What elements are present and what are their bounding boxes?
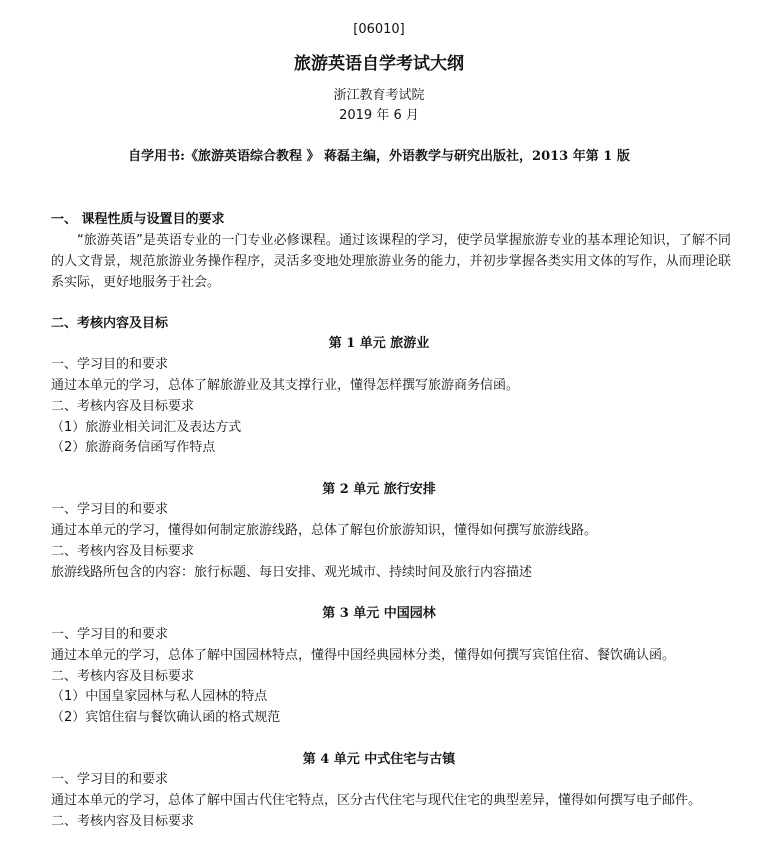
unit4-line: 二、考核内容及目标要求 bbox=[51, 814, 195, 829]
document-title: 旅游英语自学考试大纲 bbox=[294, 54, 464, 74]
unit2-line: 通过本单元的学习，懂得如何制定旅游线路，总体了解包价旅游知识，懂得如何撰写旅游线路。 bbox=[51, 523, 598, 538]
unit2-title: 第 2 单元 旅行安排 bbox=[322, 482, 436, 497]
unit2-line: 一、学习目的和要求 bbox=[51, 502, 169, 517]
unit1-title: 第 1 单元 旅游业 bbox=[328, 336, 430, 351]
unit3-line: 通过本单元的学习，总体了解中国园林特点，懂得中国经典园林分类，懂得如何撰写宾馆住宿、餐饮确认函。 bbox=[51, 648, 676, 663]
textbook-line: 自学用书:《旅游英语综合教程 》 蒋磊主编，外语教学与研究出版社，2013 年第 1 版 bbox=[128, 149, 630, 164]
section2-heading: 二、考核内容及目标 bbox=[51, 316, 169, 331]
unit3-line: （1）中国皇家园林与私人园林的特点 bbox=[51, 689, 268, 704]
unit2-line: 旅游线路所包含的内容：旅行标题、每日安排、观光城市、持续时间及旅行内容描述 bbox=[51, 565, 533, 580]
section1-paragraph: “旅游英语”是英语专业的一门专业必修课程。通过该课程的学习，使学员掌握旅游专业的基本理论知识，了解不同的人文背景，规范旅游业务操作程序，灵活多变地处理旅游业务的能力，并初步掌握各类实用文体的写作，从而理论联系实际，更好地服务于社会。 bbox=[51, 233, 731, 290]
unit1-line: 一、学习目的和要求 bbox=[51, 357, 169, 372]
course-code: [06010] bbox=[353, 22, 405, 37]
unit3-line: （2）宾馆住宿与餐饮确认函的格式规范 bbox=[51, 710, 281, 725]
unit1-line: （1）旅游业相关词汇及表达方式 bbox=[51, 420, 242, 435]
unit4-line: 一、学习目的和要求 bbox=[51, 772, 169, 787]
unit4-title: 第 4 单元 中式住宅与古镇 bbox=[302, 752, 456, 767]
issue-date: 2019 年 6 月 bbox=[339, 108, 419, 123]
organization: 浙江教育考试院 bbox=[333, 88, 425, 103]
unit3-title: 第 3 单元 中国园林 bbox=[322, 606, 436, 621]
section1-heading: 一、 课程性质与设置目的要求 bbox=[51, 212, 225, 227]
unit2-line: 二、考核内容及目标要求 bbox=[51, 544, 195, 559]
unit1-line: 通过本单元的学习，总体了解旅游业及其支撑行业，懂得怎样撰写旅游商务信函。 bbox=[51, 378, 520, 393]
unit4-line: 通过本单元的学习，总体了解中国古代住宅特点，区分古代住宅与现代住宅的典型差异，懂得如何撰写电子邮件。 bbox=[51, 793, 702, 808]
unit3-line: 一、学习目的和要求 bbox=[51, 627, 169, 642]
unit3-line: 二、考核内容及目标要求 bbox=[51, 669, 195, 684]
unit1-line: 二、考核内容及目标要求 bbox=[51, 399, 195, 414]
unit1-line: （2）旅游商务信函写作特点 bbox=[51, 440, 216, 455]
